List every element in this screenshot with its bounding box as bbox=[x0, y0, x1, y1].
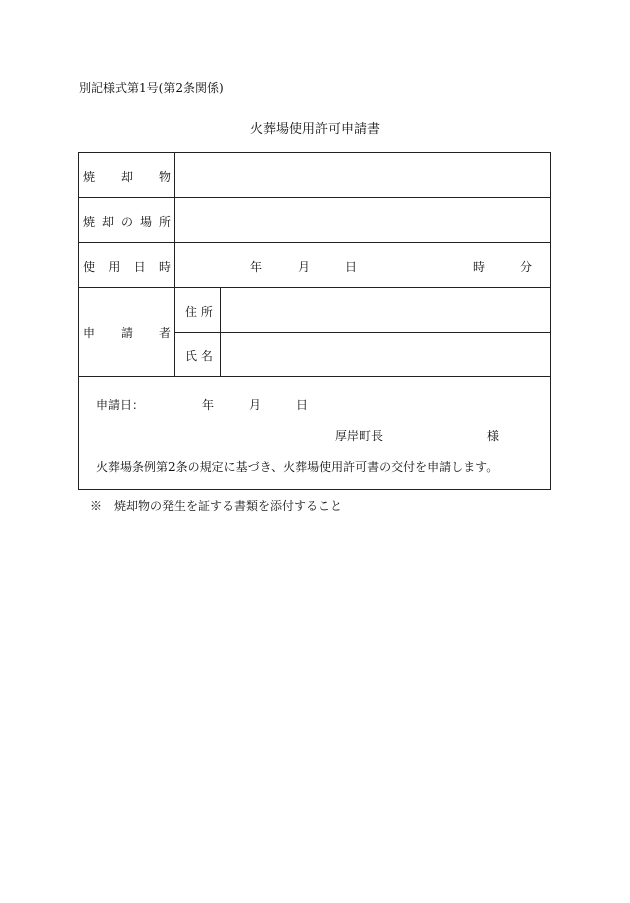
minute-unit: 分 bbox=[520, 260, 533, 274]
row-divider bbox=[79, 197, 550, 198]
recipient-label: 厚岸町長 bbox=[335, 429, 384, 443]
form-number-label: 別記様式第1号(第2条関係) bbox=[79, 81, 224, 95]
application-day-unit: 日 bbox=[296, 398, 309, 412]
item-label: 焼 却 物 bbox=[83, 170, 171, 184]
year-unit: 年 bbox=[250, 260, 263, 274]
label-column-divider bbox=[174, 153, 175, 376]
application-month-unit: 月 bbox=[249, 398, 262, 412]
document-title: 火葬場使用許可申請書 bbox=[249, 122, 380, 137]
honorific-label: 様 bbox=[487, 429, 500, 443]
application-date-label: 申請日： bbox=[96, 398, 145, 412]
application-year-unit: 年 bbox=[202, 398, 215, 412]
application-form-table bbox=[78, 152, 551, 490]
datetime-label: 使 用 日 時 bbox=[83, 260, 171, 274]
row-divider bbox=[79, 376, 550, 377]
address-label: 住 所 bbox=[185, 305, 213, 319]
row-divider bbox=[79, 242, 550, 243]
place-label: 焼 却 の 場 所 bbox=[83, 215, 171, 229]
month-unit: 月 bbox=[298, 260, 311, 274]
name-label: 氏 名 bbox=[185, 349, 213, 363]
applicant-label: 申 請 者 bbox=[83, 326, 171, 340]
applicant-divider bbox=[174, 332, 550, 333]
applicant-field-divider bbox=[220, 287, 221, 376]
row-divider bbox=[79, 287, 550, 288]
application-statement: 火葬場条例第2条の規定に基づき、火葬場使用許可書の交付を申請します。 bbox=[96, 460, 499, 474]
hour-unit: 時 bbox=[473, 260, 486, 274]
attachment-note: ※ 焼却物の発生を証する書類を添付すること bbox=[90, 499, 343, 513]
day-unit: 日 bbox=[345, 260, 358, 274]
